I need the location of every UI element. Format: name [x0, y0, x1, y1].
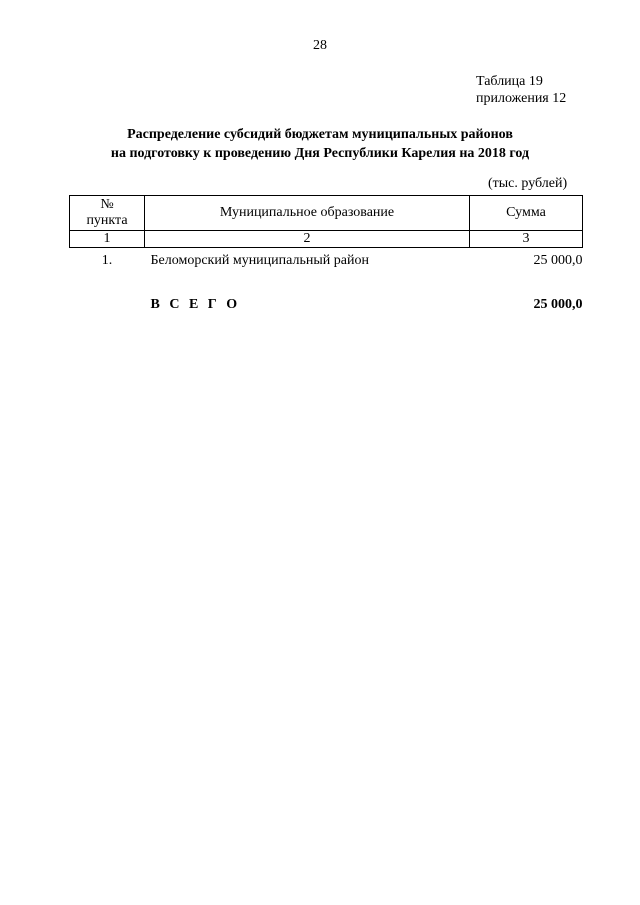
header-number: [70, 196, 145, 231]
document-title-line2: на подготовку к проведению Дня Республики Карелия на 2018 год: [110, 146, 530, 161]
total-row: [70, 274, 583, 336]
table-reference-line2: приложения 12: [476, 91, 567, 106]
units-label: (тыс. рублей): [488, 176, 568, 191]
column-number-2: 2: [145, 231, 470, 248]
table-reference: [476, 73, 566, 107]
document-title-line1: Распределение субсидий бюджетам муниципальных районов: [127, 127, 513, 142]
row-municipality: Беломорский муниципальный район: [150, 253, 369, 268]
total-sum: 25 000,0: [533, 297, 583, 312]
header-number-line1: №: [100, 197, 114, 212]
document-title: [0, 125, 640, 163]
row-sum: 25 000,0: [533, 253, 583, 268]
table-header-row: [70, 196, 583, 231]
total-label: В С Е Г О: [150, 297, 241, 312]
header-sum: Сумма: [470, 196, 583, 231]
subsidy-table: [69, 195, 583, 336]
column-number-1: 1: [70, 231, 145, 248]
table-reference-line1: Таблица 19: [476, 74, 543, 89]
page-number: 28: [313, 38, 327, 53]
header-municipality: Муниципальное образование: [145, 196, 470, 231]
row-number: 1.: [101, 253, 113, 268]
column-number-row: [70, 231, 583, 248]
table-row: [70, 248, 583, 275]
header-number-line2: пункта: [86, 213, 128, 228]
column-number-3: 3: [470, 231, 583, 248]
total-empty-cell: [70, 274, 145, 336]
